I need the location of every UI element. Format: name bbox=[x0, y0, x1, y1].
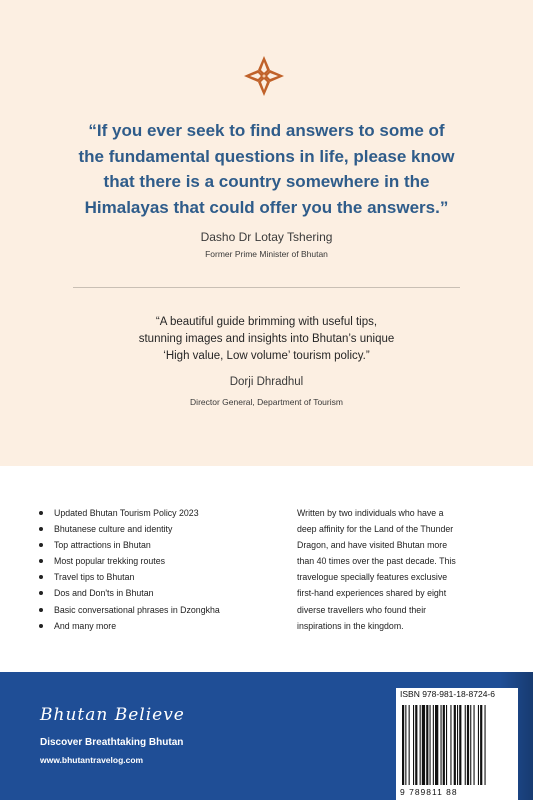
barcode-bar bbox=[470, 705, 471, 785]
barcode-bar bbox=[467, 705, 469, 785]
main-quote-line: Himalayas that could offer you the answers.” bbox=[84, 197, 449, 217]
second-quote-line: ‘High value, Low volume’ tourism policy.” bbox=[163, 350, 370, 362]
divider-line bbox=[73, 287, 460, 288]
list-item-text: And many more bbox=[54, 620, 117, 631]
ornamental-flower-icon bbox=[243, 55, 285, 97]
second-quote-line: “A beautiful guide brimming with useful tips, bbox=[155, 316, 378, 328]
list-item bbox=[39, 553, 220, 569]
blurb-line: than 40 times over the past decade. This bbox=[297, 556, 456, 567]
book-blurb bbox=[297, 505, 509, 634]
barcode-bar bbox=[446, 705, 447, 785]
second-quote-author: Dorji Dhradhul bbox=[229, 376, 304, 388]
list-item bbox=[39, 505, 220, 521]
blurb-line: diverse travellers who found their bbox=[297, 604, 427, 615]
barcode-bar bbox=[430, 705, 431, 785]
list-item-text: Most popular trekking routes bbox=[54, 556, 165, 567]
barcode-bar bbox=[457, 705, 458, 785]
isbn-label: ISBN 978-981-18-8724-6 bbox=[400, 689, 495, 699]
bullet-icon bbox=[39, 624, 43, 628]
website-link: www.bhutantravelog.com bbox=[40, 755, 144, 765]
barcode-bar bbox=[435, 705, 438, 785]
barcode-bar bbox=[420, 705, 421, 785]
isbn-digits: 9 789811 88 bbox=[400, 787, 458, 797]
list-item-text: Travel tips to Bhutan bbox=[54, 572, 135, 583]
main-quote-author-title: Former Prime Minister of Bhutan bbox=[205, 249, 328, 259]
barcode-bar bbox=[443, 705, 445, 785]
barcode-bar bbox=[465, 705, 466, 785]
second-quote-line: stunning images and insights into Bhutan’s unique bbox=[138, 333, 395, 345]
list-item-text: Top attractions in Bhutan bbox=[54, 540, 151, 551]
list-item-text: Updated Bhutan Tourism Policy 2023 bbox=[54, 508, 199, 518]
blurb-line: travelogue specially features exclusive bbox=[297, 572, 448, 583]
barcode-bar bbox=[450, 705, 451, 785]
main-quote-line: that there is a country somewhere in the bbox=[103, 172, 430, 191]
second-quote-author-title: Director General, Department of Tourism bbox=[190, 397, 343, 407]
barcode-bar bbox=[409, 705, 410, 785]
barcode-graphic bbox=[402, 705, 514, 785]
bullet-icon bbox=[39, 543, 43, 547]
list-item bbox=[39, 618, 220, 634]
list-item bbox=[39, 602, 220, 618]
barcode-bar bbox=[485, 705, 486, 785]
barcode-bar bbox=[454, 705, 456, 785]
barcode-bar bbox=[402, 705, 404, 785]
list-item bbox=[39, 537, 220, 553]
barcode-bar bbox=[441, 705, 442, 785]
feature-list bbox=[39, 505, 220, 634]
blurb-line: inspirations in the kingdom. bbox=[297, 620, 404, 631]
barcode-bar bbox=[422, 705, 425, 785]
barcode-bar bbox=[478, 705, 479, 785]
main-quote bbox=[40, 118, 493, 220]
list-item-text: Dos and Don'ts in Bhutan bbox=[54, 588, 154, 599]
bullet-icon bbox=[39, 575, 43, 579]
barcode-bar bbox=[474, 705, 475, 785]
barcode-bar bbox=[415, 705, 417, 785]
bullet-icon bbox=[39, 591, 43, 595]
bullet-icon bbox=[39, 608, 43, 612]
barcode-bar bbox=[413, 705, 414, 785]
brand-logo: Bhutan Believe bbox=[40, 705, 185, 725]
second-quote bbox=[110, 314, 423, 365]
barcode-bar bbox=[480, 705, 482, 785]
barcode-bar bbox=[433, 705, 434, 785]
blurb-line: first-hand experiences shared by eight bbox=[297, 588, 447, 599]
barcode-bar bbox=[426, 705, 428, 785]
isbn-barcode-box bbox=[396, 688, 518, 800]
bullet-icon bbox=[39, 559, 43, 563]
main-quote-line: “If you ever seek to find answers to some of bbox=[88, 121, 445, 140]
blurb-line: deep affinity for the Land of the Thunder bbox=[297, 524, 454, 535]
main-quote-line: the fundamental questions in life, please know bbox=[78, 146, 455, 166]
main-quote-author: Dasho Dr Lotay Tshering bbox=[200, 230, 333, 244]
barcode-bar bbox=[459, 705, 461, 785]
blurb-line: Written by two individuals who have a bbox=[297, 508, 444, 518]
brand-tagline: Discover Breathtaking Bhutan bbox=[40, 737, 184, 748]
barcode-bar bbox=[405, 705, 406, 785]
list-item bbox=[39, 569, 220, 585]
list-item-text: Bhutanese culture and identity bbox=[54, 524, 173, 535]
bullet-icon bbox=[39, 527, 43, 531]
blurb-line: Dragon, and have visited Bhutan more bbox=[297, 540, 448, 551]
list-item-text: Basic conversational phrases in Dzongkha bbox=[54, 604, 220, 615]
list-item bbox=[39, 521, 220, 537]
bullet-icon bbox=[39, 511, 43, 515]
list-item bbox=[39, 585, 220, 601]
